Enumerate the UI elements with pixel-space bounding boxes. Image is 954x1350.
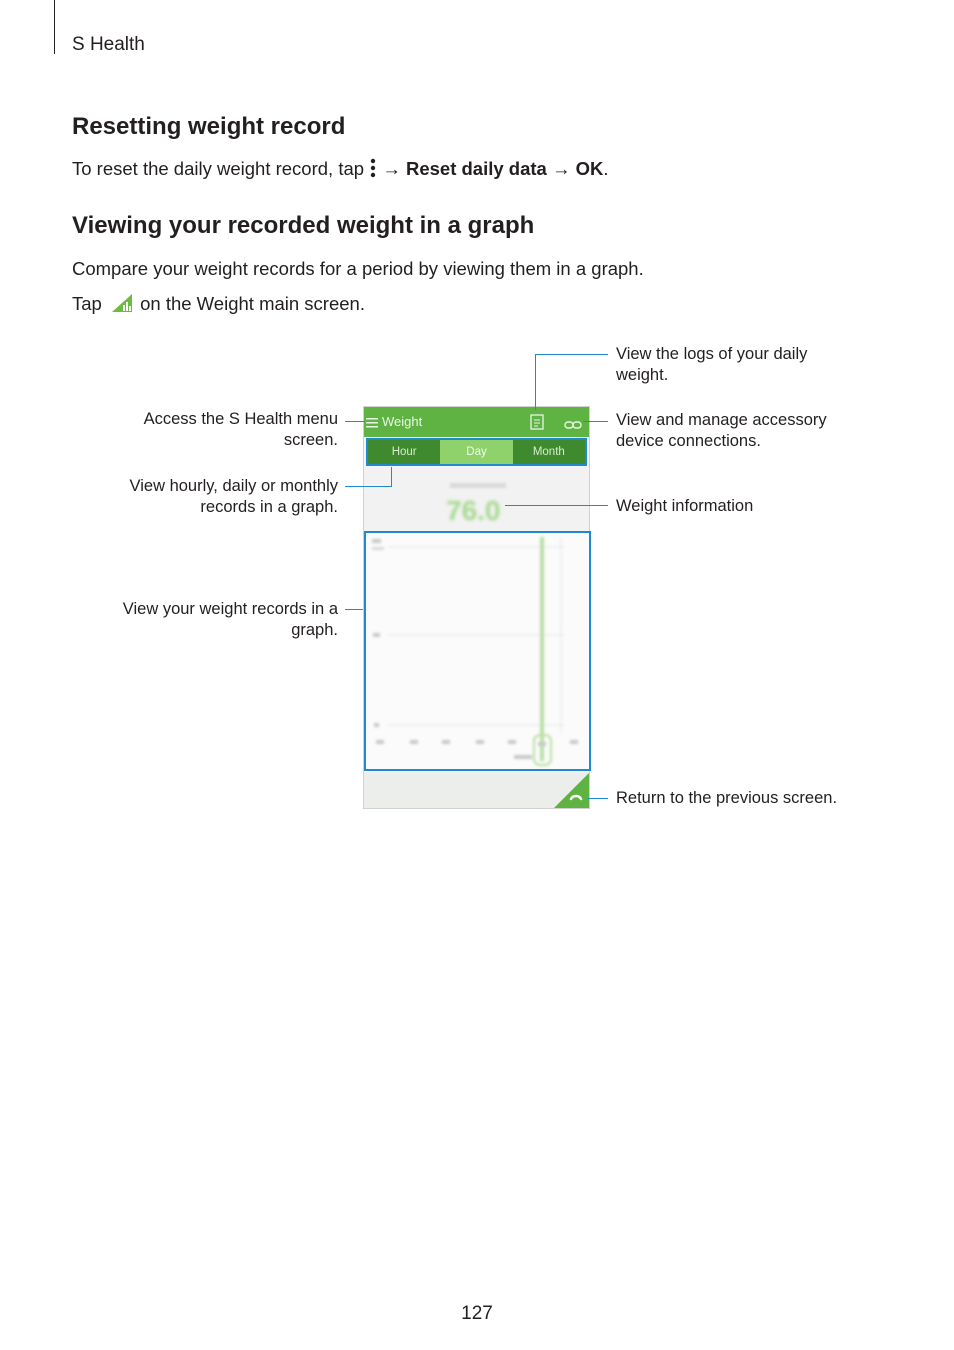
callout-line-return — [588, 798, 608, 799]
more-options-icon — [369, 158, 377, 184]
tab-month[interactable]: Month — [513, 440, 585, 464]
annotation-menu: Access the S Health menu screen. — [143, 410, 338, 449]
compare-paragraph: Compare your weight records for a period by viewing them in a graph. — [72, 258, 644, 279]
tap-paragraph: Tap on the Weight main screen. — [72, 292, 365, 319]
menu-icon[interactable] — [366, 416, 378, 434]
callout-line-accessory — [583, 421, 608, 422]
heading-viewing-graph: Viewing your recorded weight in a graph — [72, 212, 535, 239]
weight-date-text — [450, 483, 506, 488]
weight-info-panel — [364, 469, 589, 531]
tab-hour[interactable]: Hour — [368, 440, 440, 464]
weight-value: 76.0 — [446, 495, 501, 526]
graph-icon — [111, 293, 133, 319]
tab-day[interactable]: Day — [440, 440, 512, 464]
app-bar — [364, 407, 589, 437]
accessory-link-icon[interactable] — [564, 417, 582, 435]
annotation-accessory: View and manage accessory device connections. — [616, 411, 827, 450]
callout-line-logs-v — [535, 354, 536, 410]
callout-line-graph — [345, 609, 363, 610]
annotation-logs: View the logs of your daily weight. — [616, 345, 808, 384]
log-icon[interactable] — [530, 414, 544, 435]
reset-daily-data-step: Reset daily data — [405, 158, 547, 179]
callout-line-weight-info — [505, 505, 608, 506]
back-button[interactable] — [554, 773, 589, 808]
bottom-bar — [364, 773, 589, 808]
annotation-weight-info: Weight information — [616, 497, 754, 515]
annotation-graph: View your weight records in a graph. — [122, 600, 338, 639]
ok-step: OK — [575, 158, 604, 179]
callout-line-menu — [345, 421, 365, 422]
weight-graph-area — [364, 531, 591, 771]
weight-screen-mockup — [363, 406, 590, 809]
annotation-period: View hourly, daily or monthly records in a graph. — [129, 477, 338, 516]
running-header: S Health — [72, 34, 145, 55]
reset-instruction: To reset the daily weight record, tap → Reset daily data → OK. — [72, 157, 609, 184]
app-title: Weight — [382, 414, 423, 429]
page-number: 127 — [461, 1303, 493, 1324]
annotation-return: Return to the previous screen. — [616, 789, 838, 807]
callout-line-logs-h — [535, 354, 608, 355]
period-tabs — [366, 438, 587, 466]
header-rule — [54, 0, 55, 54]
callout-line-period-h — [345, 486, 392, 487]
callout-line-period-v — [391, 467, 392, 487]
heading-resetting: Resetting weight record — [72, 113, 346, 140]
weight-graph — [366, 533, 589, 769]
